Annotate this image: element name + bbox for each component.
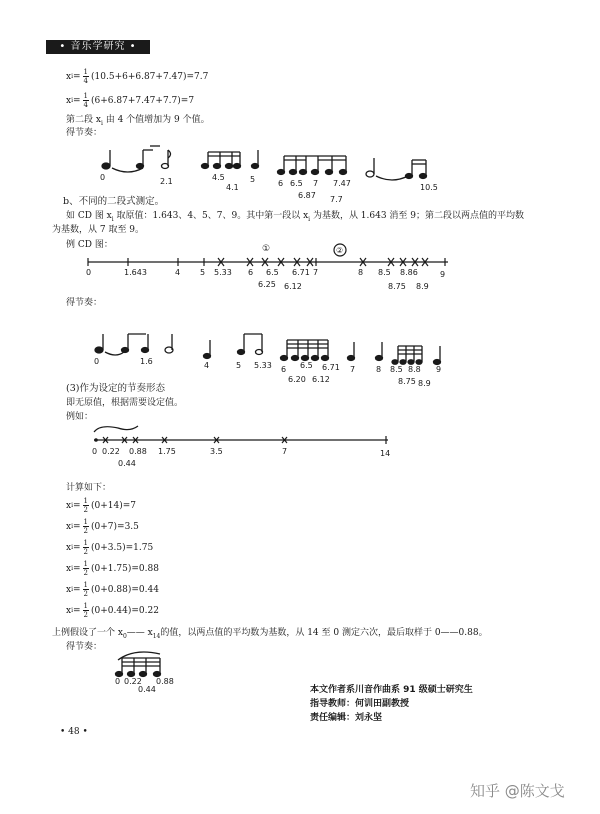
equation-calc-4: x i = $\frac{1}{2}$ (0+1.75)=0.88 bbox=[66, 560, 159, 577]
rhythm2-label: 6 bbox=[281, 365, 287, 374]
equation-top-1: x i = $\frac{1}{4}$ (10.5+6+6.87+7.47)=7.7 bbox=[66, 68, 209, 85]
rhythm1-label: 10.5 bbox=[420, 183, 438, 192]
label-cd-figure: 例 CD 图： bbox=[66, 240, 113, 250]
rhythm1-label: 6.5 bbox=[290, 179, 303, 188]
rhythm1-label: 4.1 bbox=[226, 183, 239, 192]
page-number: • 48 • bbox=[60, 727, 88, 737]
watermark: 知乎 @陈文戈 bbox=[470, 782, 565, 800]
rhythm2-label: 8.8 bbox=[408, 365, 421, 374]
rhythm1-label: 6.87 bbox=[298, 191, 316, 200]
rhythm2-label: 6.12 bbox=[312, 375, 330, 384]
paragraph-final: 上例假设了一个 $x_0——$ $x_{14}$的值，以两点值的平均数为基数，从 14 至 0 测定六次，最后取样于 0——0.88。 bbox=[52, 628, 488, 640]
cd-axis-label: 6.71 bbox=[292, 268, 310, 277]
rhythm2-label: 9 bbox=[436, 365, 442, 374]
cd-circled-label: ② bbox=[336, 246, 344, 255]
cd-axis-label: 9 bbox=[440, 270, 446, 279]
cd-axis-label: 5.33 bbox=[214, 268, 232, 277]
cd-axis-label: 0 bbox=[86, 268, 92, 277]
paragraph-3: 即无原值，根据需要设定值。 bbox=[66, 398, 184, 408]
rhythm2-label: 8.9 bbox=[418, 379, 431, 388]
cd-axis-lower-label: 6.12 bbox=[284, 282, 302, 291]
cd-axis-label: 8 bbox=[358, 268, 364, 277]
label-rhythm-2: 得节奏： bbox=[66, 298, 103, 308]
label-example: 例如： bbox=[66, 412, 94, 422]
rhythm2-label: 8.5 bbox=[390, 365, 403, 374]
rhythm3-label: 0.44 bbox=[138, 685, 156, 694]
rhythm2-label: 8 bbox=[376, 365, 382, 374]
rhythm1-label: 5 bbox=[250, 175, 256, 184]
cd-axis-lower-label: 6.25 bbox=[258, 280, 276, 289]
cd-axis-label: 5 bbox=[200, 268, 206, 277]
credit-author: 本文作者系川音作曲系 91 级硕士研究生 bbox=[310, 685, 473, 695]
rhythm2-label: 6.5 bbox=[300, 361, 313, 370]
rhythm1-label: 2.1 bbox=[160, 177, 173, 186]
example-axis-lower-label: 0.44 bbox=[118, 459, 136, 468]
rhythm3-label: 0.88 bbox=[156, 677, 174, 686]
paragraph-cd-line-2: 为基数，从 7 取至 9。 bbox=[52, 225, 145, 235]
equation-top-2: x i = $\frac{1}{4}$ (6+6.87+7.47+7.7)=7 bbox=[66, 92, 195, 109]
cd-axis-lower-label: 8.9 bbox=[416, 282, 429, 291]
credit-editor: 责任编辑：刘永坚 bbox=[310, 713, 383, 723]
rhythm2-label: 5.33 bbox=[254, 361, 272, 370]
cd-axis-label: 4 bbox=[175, 268, 181, 277]
cd-axis-label: 1.643 bbox=[124, 268, 147, 277]
rhythm1-label: 7 bbox=[313, 179, 319, 188]
equation-calc-3: x i = $\frac{1}{2}$ (0+3.5)=1.75 bbox=[66, 539, 154, 556]
section-3-heading: (3)作为设定的节奏形态 bbox=[66, 383, 165, 394]
rhythm2-label: 6.71 bbox=[322, 363, 340, 372]
label-calc: 计算如下： bbox=[66, 483, 112, 493]
paragraph-second-segment: 第二段 $x_i$ 由 4 个值增加为 9 个值。 bbox=[66, 115, 210, 127]
section-banner: • 音乐学研究 • bbox=[46, 40, 150, 54]
rhythm2-label: 5 bbox=[236, 361, 242, 370]
equation-calc-5: x i = $\frac{1}{2}$ (0+0.88)=0.44 bbox=[66, 581, 159, 598]
cd-axis-label: 6.5 bbox=[266, 268, 279, 277]
rhythm2-label: 0 bbox=[94, 357, 100, 366]
cd-axis-label: 7 bbox=[313, 268, 319, 277]
label-rhythm-1: 得节奏： bbox=[66, 128, 103, 138]
example-axis-label: 0.88 bbox=[129, 447, 147, 456]
equation-calc-6: x i = $\frac{1}{2}$ (0+0.44)=0.22 bbox=[66, 602, 159, 619]
cd-axis-lower-label: 8.75 bbox=[388, 282, 406, 291]
example-axis-label: 3.5 bbox=[210, 447, 223, 456]
cd-axis-label: 6 bbox=[248, 268, 254, 277]
example-axis-label: 14 bbox=[380, 449, 391, 458]
rhythm1-label: 6 bbox=[278, 179, 284, 188]
rhythm2-label: 1.6 bbox=[140, 357, 153, 366]
cd-axis-label: 8.86 bbox=[400, 268, 418, 277]
example-axis-label: 0.22 bbox=[102, 447, 120, 456]
paragraph-cd-line-1: 如 CD 图 $x_i$ 取原值：1.643、4、5、7、9。其中第一段以 $x_i$ 为基数，从 1.643 消至 9；第二段以两点值的平均数 bbox=[66, 211, 525, 223]
example-axis-label: 7 bbox=[282, 447, 288, 456]
credit-advisor: 指导教师：何训田副教授 bbox=[310, 699, 410, 709]
example-axis-label: 0 bbox=[92, 447, 98, 456]
cd-circled-label: ① bbox=[262, 244, 271, 254]
rhythm3-label: 0 bbox=[115, 677, 121, 686]
rhythm1-label: 4.5 bbox=[212, 173, 225, 182]
rhythm1-label: 7.7 bbox=[330, 195, 343, 204]
rhythm2-label: 4 bbox=[204, 361, 210, 370]
rhythm2-label: 7 bbox=[350, 365, 356, 374]
section-b-heading: b、不同的二段式测定。 bbox=[63, 196, 165, 207]
rhythm2-label: 6.20 bbox=[288, 375, 306, 384]
rhythm1-label: 0 bbox=[100, 173, 106, 182]
cd-axis-label: 8.5 bbox=[378, 268, 391, 277]
rhythm3-label: 0.22 bbox=[124, 677, 142, 686]
rhythm1-label: 7.47 bbox=[333, 179, 351, 188]
equation-calc-1: x i = $\frac{1}{2}$ (0+14)=7 bbox=[66, 497, 137, 514]
equation-calc-2: x i = $\frac{1}{2}$ (0+7)=3.5 bbox=[66, 518, 139, 535]
example-axis-label: 1.75 bbox=[158, 447, 176, 456]
label-rhythm-3: 得节奏： bbox=[66, 642, 103, 652]
rhythm2-label: 8.75 bbox=[398, 377, 416, 386]
